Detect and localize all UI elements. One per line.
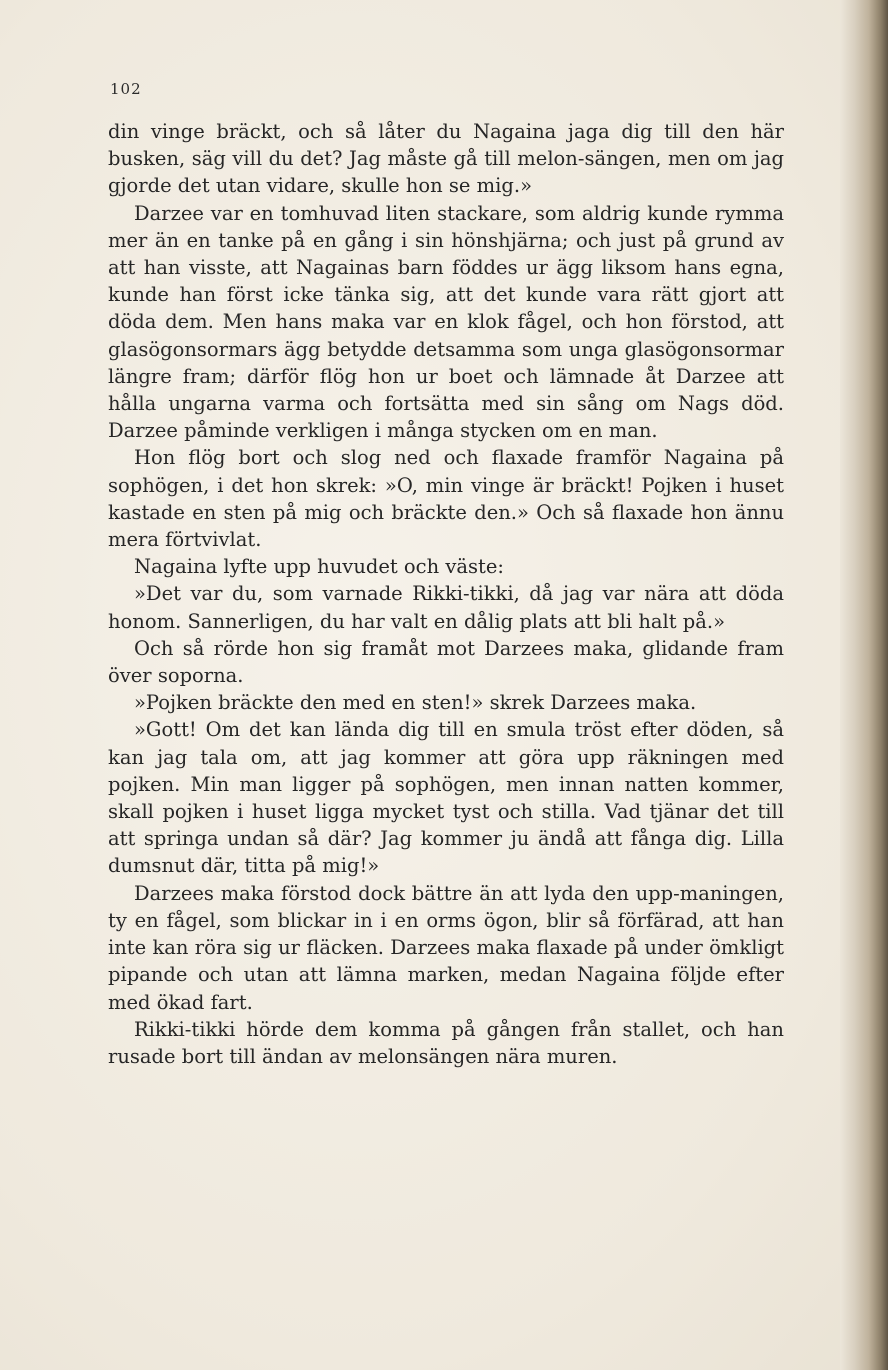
paragraph: din vinge bräckt, och så låter du Nagaina jaga dig till den här busken, säg vill du det? Jag måste gå till melon-sängen, men om jag gjorde det utan vidare, skulle hon se mig.» [108,120,784,198]
body-text [108,118,784,1070]
paragraph: Darzee var en tomhuvad liten stackare, som aldrig kunde rymma mer än en tanke på en gång i sin hönshjärna; och just på grund av att han visste, att Nagainas barn föddes ur ägg liksom hans egna, kunde han först icke tänka sig, att det kunde vara rätt gjort att döda dem. Men hans maka var en klok fågel, och hon förstod, att glasögonsormars ägg betydde detsamma som unga glasögonsormar längre fram; därför flög hon ur boet och lämnade åt Darzee att hålla ungarna varma och fortsätta med sin sång om Nags död. Darzee påminde verkligen i många stycken om en man. [108,201,784,443]
paragraph: »Gott! Om det kan lända dig till en smula tröst efter döden, så kan jag tala om, att jag kommer att göra upp räkningen med pojken. Min man ligger på sophögen, men innan natten kommer, skall pojken i huset ligga mycket tyst och stilla. Vad tjänar det till att springa undan så där? Jag kommer ju ändå att fånga dig. Lilla dumsnut där, titta på mig!» [108,718,784,878]
paragraph: Nagaina lyfte upp huvudet och väste: [134,555,504,579]
paragraph: Darzees maka förstod dock bättre än att lyda den upp-maningen, ty en fågel, som blickar in i en orms ögon, blir så förfärad, att han inte kan röra sig ur fläcken. Darzees maka flaxade på under ömkligt pipande och utan att lämna marken, medan Nagaina följde efter med ökad fart. [108,881,784,1014]
paragraph: »Pojken bräckte den med en sten!» skrek Darzees maka. [134,691,697,715]
paragraph: Och så rörde hon sig framåt mot Darzees maka, glidande fram över soporna. [108,636,784,688]
paragraph: Hon flög bort och slog ned och flaxade framför Nagaina på sophögen, i det hon skrek: »O, min vinge är bräckt! Pojken i huset kastade en sten på mig och bräckte den.» Och så flaxade hon ännu mera förtvivlat. [108,446,784,552]
page-number: 102 [110,80,142,98]
paragraph: Rikki-tikki hörde dem komma på gången från stallet, och han rusade bort till ändan av melonsängen nära muren. [108,1017,784,1068]
page-edge-shadow [840,0,888,1370]
paragraph: »Det var du, som varnade Rikki-tikki, då jag var nära att döda honom. Sannerligen, du har valt en dålig plats att bli halt på.» [108,582,784,633]
